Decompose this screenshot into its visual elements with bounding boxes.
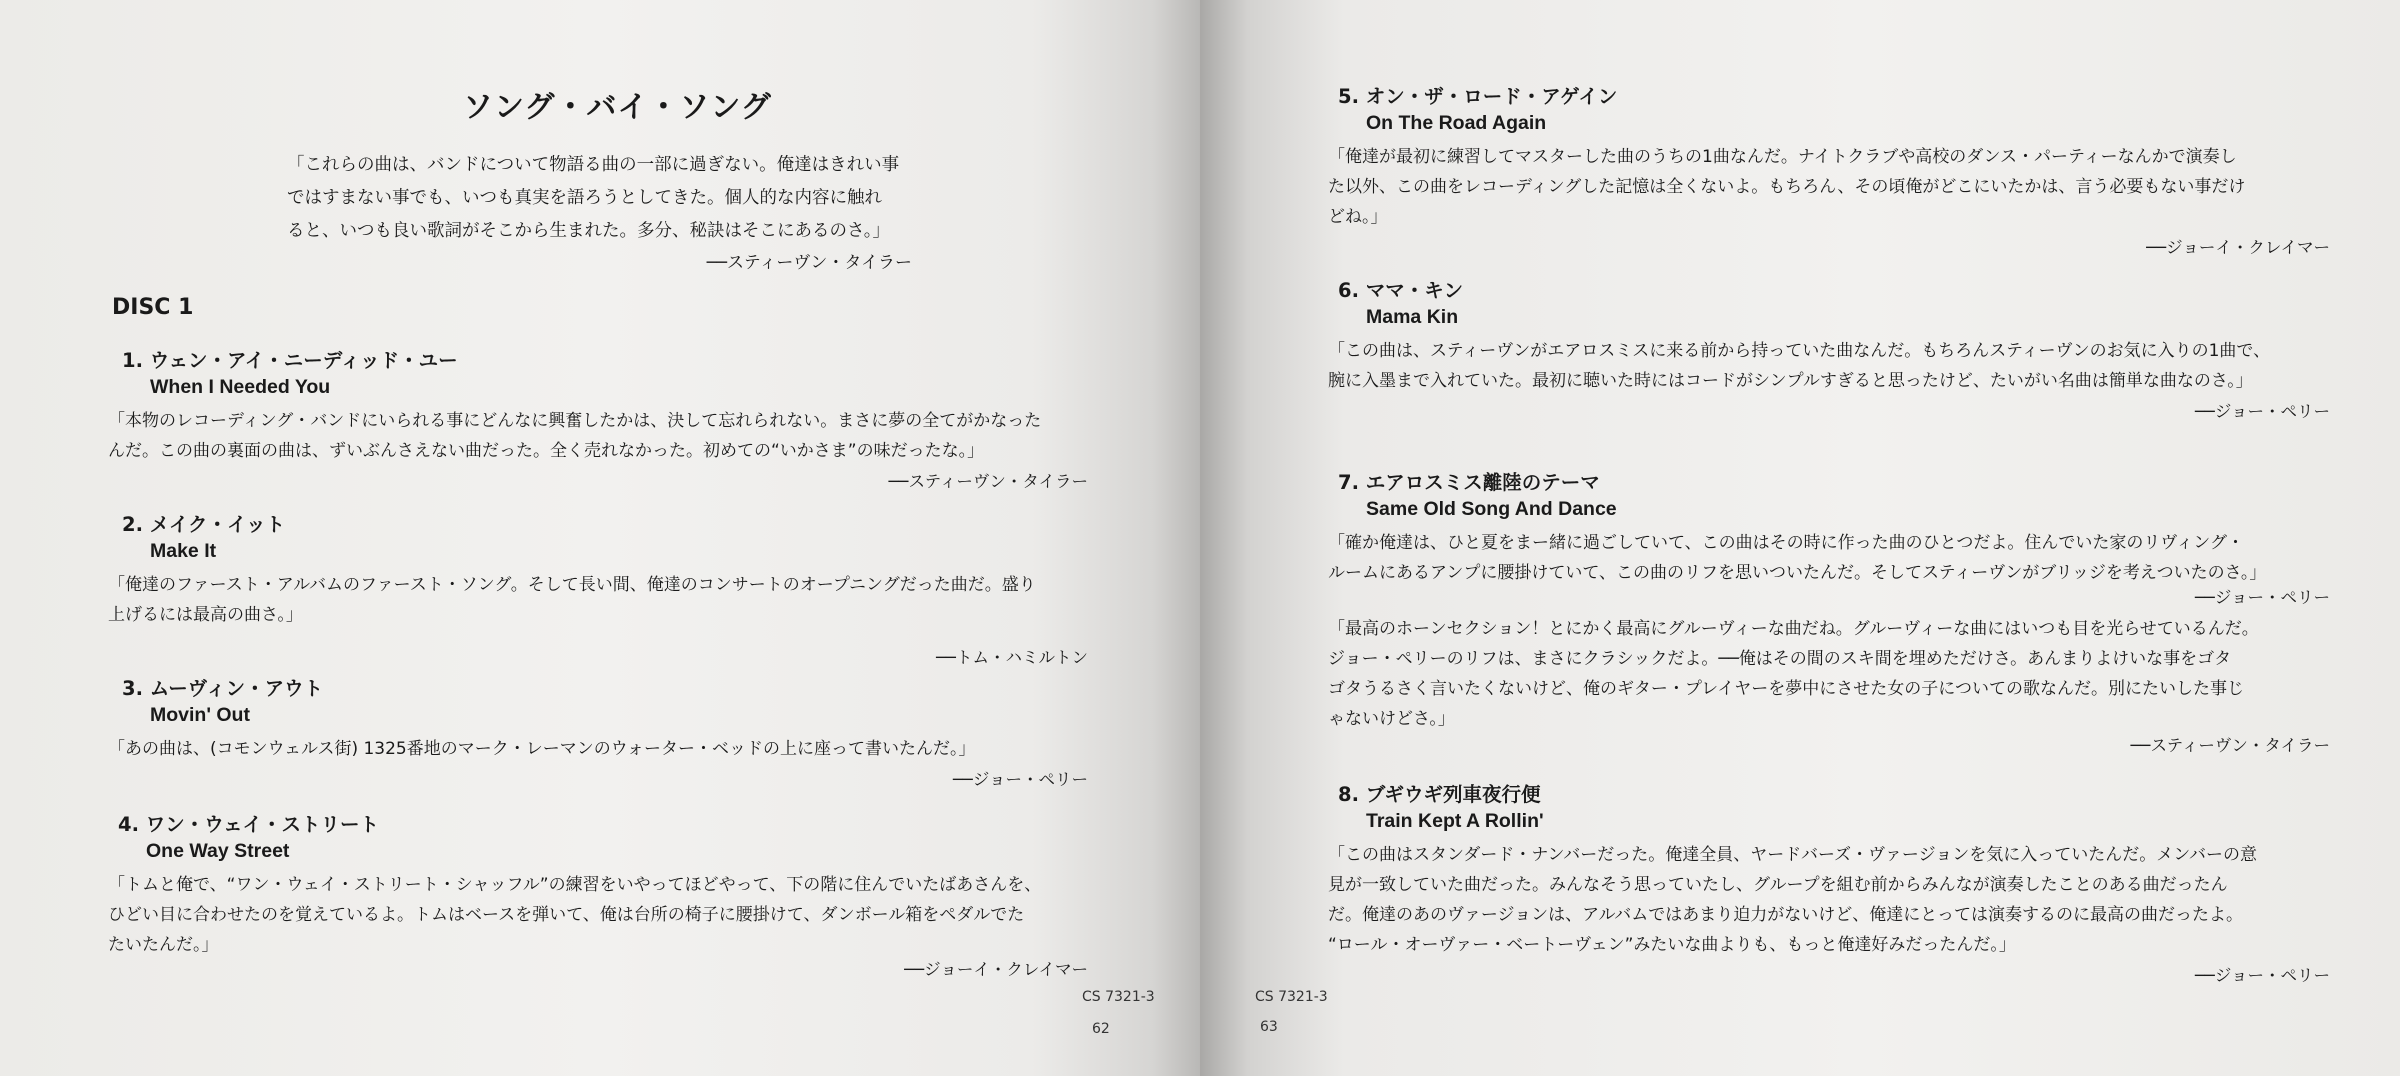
quote-line: どね。」 bbox=[1328, 207, 1388, 227]
quote-line: ゃないけどさ。」 bbox=[1328, 709, 1455, 729]
quote-line: 「俺達が最初に練習してマスターした曲のうちの1曲なんだ。ナイトクラブや高校のダンス・パーティーなんかで演奏し bbox=[1328, 147, 2237, 167]
page-number: 62 bbox=[1092, 1021, 1110, 1037]
quote-line: ゴタうるさく言いたくないけど、俺のギター・プレイヤーを夢中にさせた女の子についての歌なんだ。別にたいした事じ bbox=[1328, 679, 2244, 699]
song-entry bbox=[1328, 470, 2330, 760]
intro-line: ると、いつも良い歌詞がそこから生まれた。多分、秘訣はそこにあるのさ。」 bbox=[287, 221, 891, 241]
song-quote bbox=[108, 570, 1088, 630]
song-attribution: ──ジョー・ペリー bbox=[952, 770, 1088, 789]
song-quote bbox=[108, 406, 1088, 466]
song-attribution: ──ジョー・ペリー bbox=[2194, 966, 2330, 985]
quote-line: 「本物のレコーディング・バンドにいられる事にどんなに興奮したかは、決して忘れられない。まさに夢の全てがかなった bbox=[108, 411, 1042, 431]
song-entry bbox=[1328, 278, 2330, 426]
song-quote bbox=[1328, 528, 2330, 588]
song-title-en: Make It bbox=[150, 540, 217, 562]
song-quote bbox=[1328, 614, 2330, 734]
quote-line: だ。俺達のあのヴァージョンは、アルバムではあまり迫力がないけど、俺達にとっては演奏するのに最高の曲だったよ。 bbox=[1328, 905, 2243, 925]
song-attribution: ──ジョー・ペリー bbox=[2194, 402, 2330, 421]
song-title-jp: 6. ママ・キン bbox=[1338, 279, 1464, 302]
quote-line: 見が一致していた曲だった。みんなそう思っていたし、グループを組む前からみんなが演奏したことのある曲だったん bbox=[1328, 875, 2228, 895]
quote-line: ルームにあるアンプに腰掛けていて、この曲のリフを思いついたんだ。そしてスティーヴンがブリッジを考えついたのさ。」 bbox=[1328, 563, 2267, 583]
song-quote bbox=[1328, 840, 2330, 960]
song-entry bbox=[108, 676, 1088, 794]
quote-line: 「この曲は、スティーヴンがエアロスミスに来る前から持っていた曲なんだ。もちろんスティーヴンのお気に入りの1曲で、 bbox=[1328, 341, 2271, 361]
song-attribution: ──スティーヴン・タイラー bbox=[2130, 736, 2330, 755]
quote-line: “ロール・オーヴァー・ベートーヴェン”みたいな曲よりも、もっと俺達好みだったんだ。」 bbox=[1328, 935, 2016, 955]
song-title-en: One Way Street bbox=[146, 840, 290, 862]
song-title-en: Train Kept A Rollin' bbox=[1366, 810, 1544, 832]
song-quote bbox=[1328, 142, 2330, 232]
song-title-jp: 8. ブギウギ列車夜行便 bbox=[1338, 783, 1541, 806]
quote-line: た以外、この曲をレコーディングした記憶は全くないよ。もちろん、その頃俺がどこにいたかは、言う必要もない事だけ bbox=[1328, 177, 2246, 197]
song-title-en: Same Old Song And Dance bbox=[1366, 498, 1617, 520]
disc-label: DISC 1 bbox=[112, 295, 194, 320]
song-entry bbox=[1328, 84, 2330, 262]
intro-quote bbox=[287, 149, 912, 278]
quote-line: たいたんだ。」 bbox=[108, 935, 219, 955]
song-attribution: ──トム・ハミルトン bbox=[936, 648, 1088, 667]
intro-line: ではすまない事でも、いつも真実を語ろうとしてきた。個人的な内容に触れ bbox=[287, 188, 882, 208]
quote-line: 上げるには最高の曲さ。」 bbox=[108, 605, 303, 625]
quote-line: 「トムと俺で、“ワン・ウェイ・ストリート・シャッフル”の練習をいやってほどやって、下の階に住んでいたばあさんを、 bbox=[108, 875, 1042, 895]
song-entry bbox=[108, 812, 1088, 984]
song-title-jp: 5. オン・ザ・ロード・アゲイン bbox=[1338, 85, 1618, 108]
intro-attribution: ──スティーヴン・タイラー bbox=[706, 253, 912, 273]
song-title-jp: 1. ウェン・アイ・ニーディッド・ユー bbox=[122, 349, 458, 372]
quote-line: ジョー・ペリーのリフは、まさにクラシックだよ。──俺はその間のスキ間を埋めただけさ。あんまりよけいな事をゴタ bbox=[1328, 649, 2232, 669]
song-title-en: Movin' Out bbox=[150, 704, 250, 726]
catalog-number: CS 7321-3 bbox=[1082, 989, 1155, 1005]
quote-line: 「この曲はスタンダード・ナンバーだった。俺達全員、ヤードバーズ・ヴァージョンを気に入っていたんだ。メンバーの意 bbox=[1328, 845, 2258, 865]
song-title-jp: 7. エアロスミス離陸のテーマ bbox=[1338, 471, 1600, 494]
song-entry bbox=[108, 348, 1088, 496]
song-quote bbox=[108, 870, 1088, 960]
quote-line: ひどい目に合わせたのを覚えているよ。トムはベースを弾いて、俺は台所の椅子に腰掛けて、ダンボール箱をペダルでた bbox=[108, 905, 1025, 925]
song-title-en: Mama Kin bbox=[1366, 306, 1459, 328]
song-title-en: When I Needed You bbox=[150, 376, 331, 398]
quote-line: 「最高のホーンセクション！とにかく最高にグルーヴィーな曲だね。グルーヴィーな曲にはいつも目を光らせているんだ。 bbox=[1328, 619, 2259, 639]
song-entry bbox=[108, 512, 1088, 672]
right-page bbox=[1200, 0, 2400, 1076]
song-attribution: ──ジョーイ・クレイマー bbox=[2146, 238, 2330, 257]
catalog-number: CS 7321-3 bbox=[1255, 989, 1328, 1005]
quote-line: 「俺達のファースト・アルバムのファースト・ソング。そして長い間、俺達のコンサートのオープニングだった曲だ。盛り bbox=[108, 575, 1036, 595]
quote-line: 「確か俺達は、ひと夏をまー緒に過ごしていて、この曲はその時に作った曲のひとつだよ。住んでいた家のリヴィング・ bbox=[1328, 533, 2244, 553]
quote-line: 腕に入墨まで入れていた。最初に聴いた時にはコードがシンプルすぎると思ったけど、たいがい名曲は簡単な曲なのさ。」 bbox=[1328, 371, 2253, 391]
intro-line: 「これらの曲は、バンドについて物語る曲の一部に過ぎない。俺達はきれい事 bbox=[287, 155, 900, 175]
song-title-jp: 2. メイク・イット bbox=[122, 513, 286, 536]
song-entry bbox=[1328, 782, 2330, 990]
song-title-jp: 3. ムーヴィン・アウト bbox=[122, 677, 324, 700]
song-quote bbox=[108, 734, 1088, 764]
quote-line: 「あの曲は、(コモンウェルス街) 1325番地のマーク・レーマンのウォーター・ベッドの上に座って書いたんだ。」 bbox=[108, 739, 976, 759]
song-attribution: ──ジョーイ・クレイマー bbox=[904, 960, 1088, 979]
page-title: ソング・バイ・ソング bbox=[463, 90, 772, 125]
quote-line: んだ。この曲の裏面の曲は、ずいぶんさえない曲だった。全く売れなかった。初めての“いかさま”の味だったな。」 bbox=[108, 441, 985, 461]
song-title-en: On The Road Again bbox=[1366, 112, 1547, 134]
song-attribution: ──ジョー・ペリー bbox=[2194, 588, 2330, 607]
song-title-jp: 4. ワン・ウェイ・ストリート bbox=[118, 813, 379, 836]
song-attribution: ──スティーヴン・タイラー bbox=[888, 472, 1088, 491]
song-quote bbox=[1328, 336, 2330, 396]
page-number: 63 bbox=[1260, 1019, 1278, 1035]
